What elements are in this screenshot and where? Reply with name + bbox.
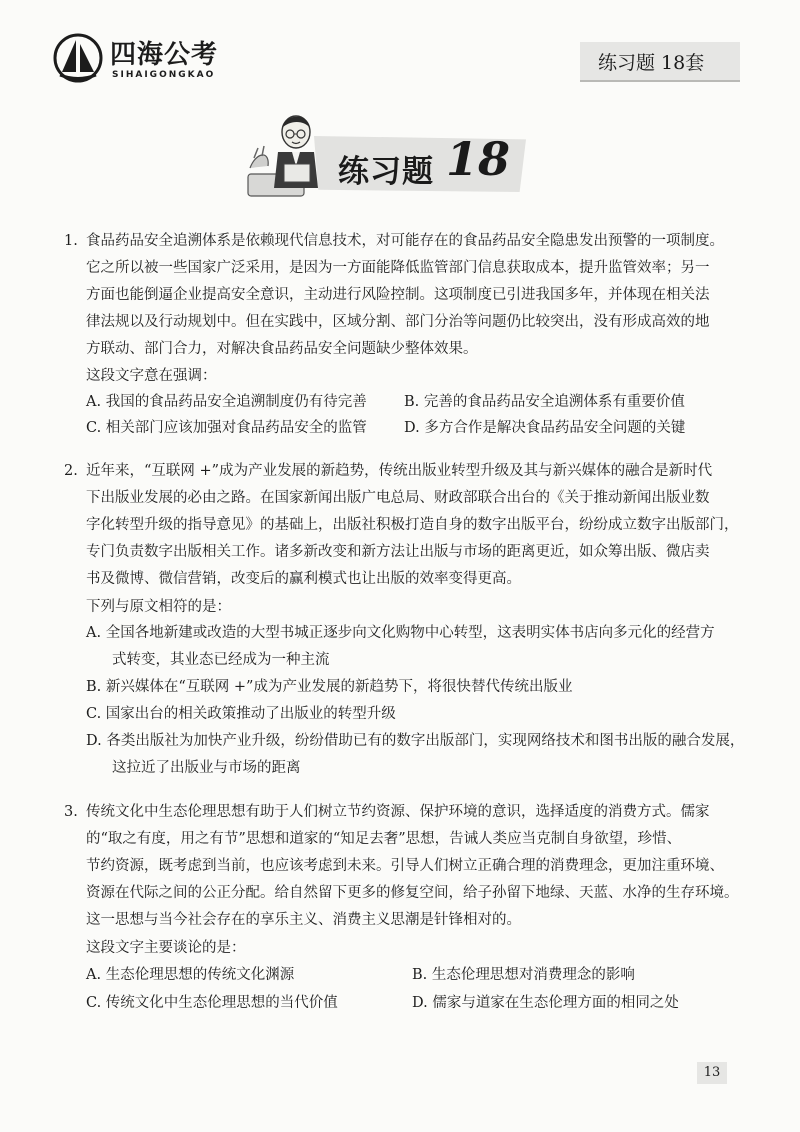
logo-subtext: SIHAIGONGKAO — [112, 70, 216, 80]
passage-line: 这一思想与当今社会存在的享乐主义、消费主义思潮是针锋相对的。 — [86, 912, 521, 928]
passage-line: 传统文化中生态伦理思想有助于人们树立节约资源、保护环境的意识，选择适度的消费方式。儒家 — [86, 804, 710, 820]
passage-line: 它之所以被一些国家广泛采用，是因为一方面能降低监管部门信息获取成本，提升监管效率；另一 — [86, 260, 710, 276]
option-a-continued[interactable]: 式转变，其业态已经成为一种主流 — [112, 652, 330, 668]
page-title: 练习题 — [338, 154, 434, 190]
question-number: 1. — [64, 233, 78, 249]
question-stem: 下列与原文相符的是： — [86, 599, 231, 615]
passage-line: 食品药品安全追溯体系是依赖现代信息技术，对可能存在的食品药品安全隐患发出预警的一项制度。 — [86, 233, 724, 249]
option-d[interactable]: D. 多方合作是解决食品药品安全问题的关键 — [404, 420, 686, 436]
set-label-tab — [580, 42, 740, 82]
passage-line: 资源在代际之间的公正分配。给自然留下更多的修复空间，给子孙留下地绿、天蓝、水净的生存环境。 — [86, 885, 739, 901]
sailboat-logo-icon — [52, 32, 104, 84]
passage-line: 近年来，“互联网 +”成为产业发展的新趋势，传统出版业转型升级及其与新兴媒体的融合是新时代 — [86, 463, 713, 479]
option-c[interactable]: C. 国家出台的相关政策推动了出版业的转型升级 — [86, 706, 396, 722]
passage-line: 方面也能倒逼企业提高安全意识，主动进行风险控制。这项制度已引进我国多年，并体现在相关法 — [86, 287, 710, 303]
logo-text: 四海公考 — [110, 40, 219, 70]
passage-line: 字化转型升级的指导意见》的基础上，出版社积极打造自身的数字出版平台，纷纷成立数字出版部门， — [86, 517, 739, 533]
question-stem: 这段文字主要谈论的是： — [86, 940, 246, 956]
option-b[interactable]: B. 完善的食品药品安全追溯体系有重要价值 — [404, 394, 685, 410]
page-title-number: 18 — [446, 132, 511, 186]
option-b[interactable]: B. 生态伦理思想对消费理念的影响 — [412, 967, 635, 983]
option-a[interactable]: A. 生态伦理思想的传统文化渊源 — [86, 967, 295, 983]
option-a[interactable]: A. 全国各地新建或改造的大型书城正逐步向文化购物中心转型，这表明实体书店向多元化的经营方 — [86, 625, 715, 641]
passage-line: 律法规以及行动规划中。但在实践中，区域分割、部门分治等问题仍比较突出，没有形成高效的地 — [86, 314, 710, 330]
option-a[interactable]: A. 我国的食品药品安全追溯制度仍有待完善 — [86, 394, 367, 410]
option-b[interactable]: B. 新兴媒体在“互联网 +”成为产业发展的新趋势下，将很快替代传统出版业 — [86, 679, 573, 695]
option-d[interactable]: D. 儒家与道家在生态伦理方面的相同之处 — [412, 995, 679, 1011]
question-stem: 这段文字意在强调： — [86, 368, 217, 384]
page-number: 13 — [697, 1062, 727, 1084]
option-d[interactable]: D. 各类出版社为加快产业升级，纷纷借助已有的数字出版部门，实现网络技术和图书出版的融合发展， — [86, 733, 745, 749]
passage-line: 的“取之有度，用之有节”思想和道家的“知足去奢”思想，告诫人类应当克制自身欲望，珍惜、 — [86, 831, 682, 847]
passage-line: 方联动、部门合力，对解决食品药品安全问题缺少整体效果。 — [86, 341, 478, 357]
question-number: 3. — [64, 804, 78, 820]
teacher-mascot-icon — [244, 108, 328, 204]
passage-line: 节约资源，既考虑到当前，也应该考虑到未来。引导人们树立正确合理的消费理念，更加注重环境、 — [86, 858, 724, 874]
option-c[interactable]: C. 传统文化中生态伦理思想的当代价值 — [86, 995, 338, 1011]
passage-line: 书及微博、微信营销，改变后的赢利模式也让出版的效率变得更高。 — [86, 571, 521, 587]
option-d-continued[interactable]: 这拉近了出版业与市场的距离 — [112, 760, 301, 776]
passage-line: 下出版业发展的必由之路。在国家新闻出版广电总局、财政部联合出台的《关于推动新闻出版业数 — [86, 490, 710, 506]
brand-logo — [52, 30, 222, 90]
passage-line: 专门负责数字出版相关工作。诸多新改变和新方法让出版与市场的距离更近，如众筹出版、微店卖 — [86, 544, 710, 560]
set-label: 练习题 18套 — [598, 52, 705, 74]
option-c[interactable]: C. 相关部门应该加强对食品药品安全的监管 — [86, 420, 367, 436]
question-number: 2. — [64, 463, 78, 479]
